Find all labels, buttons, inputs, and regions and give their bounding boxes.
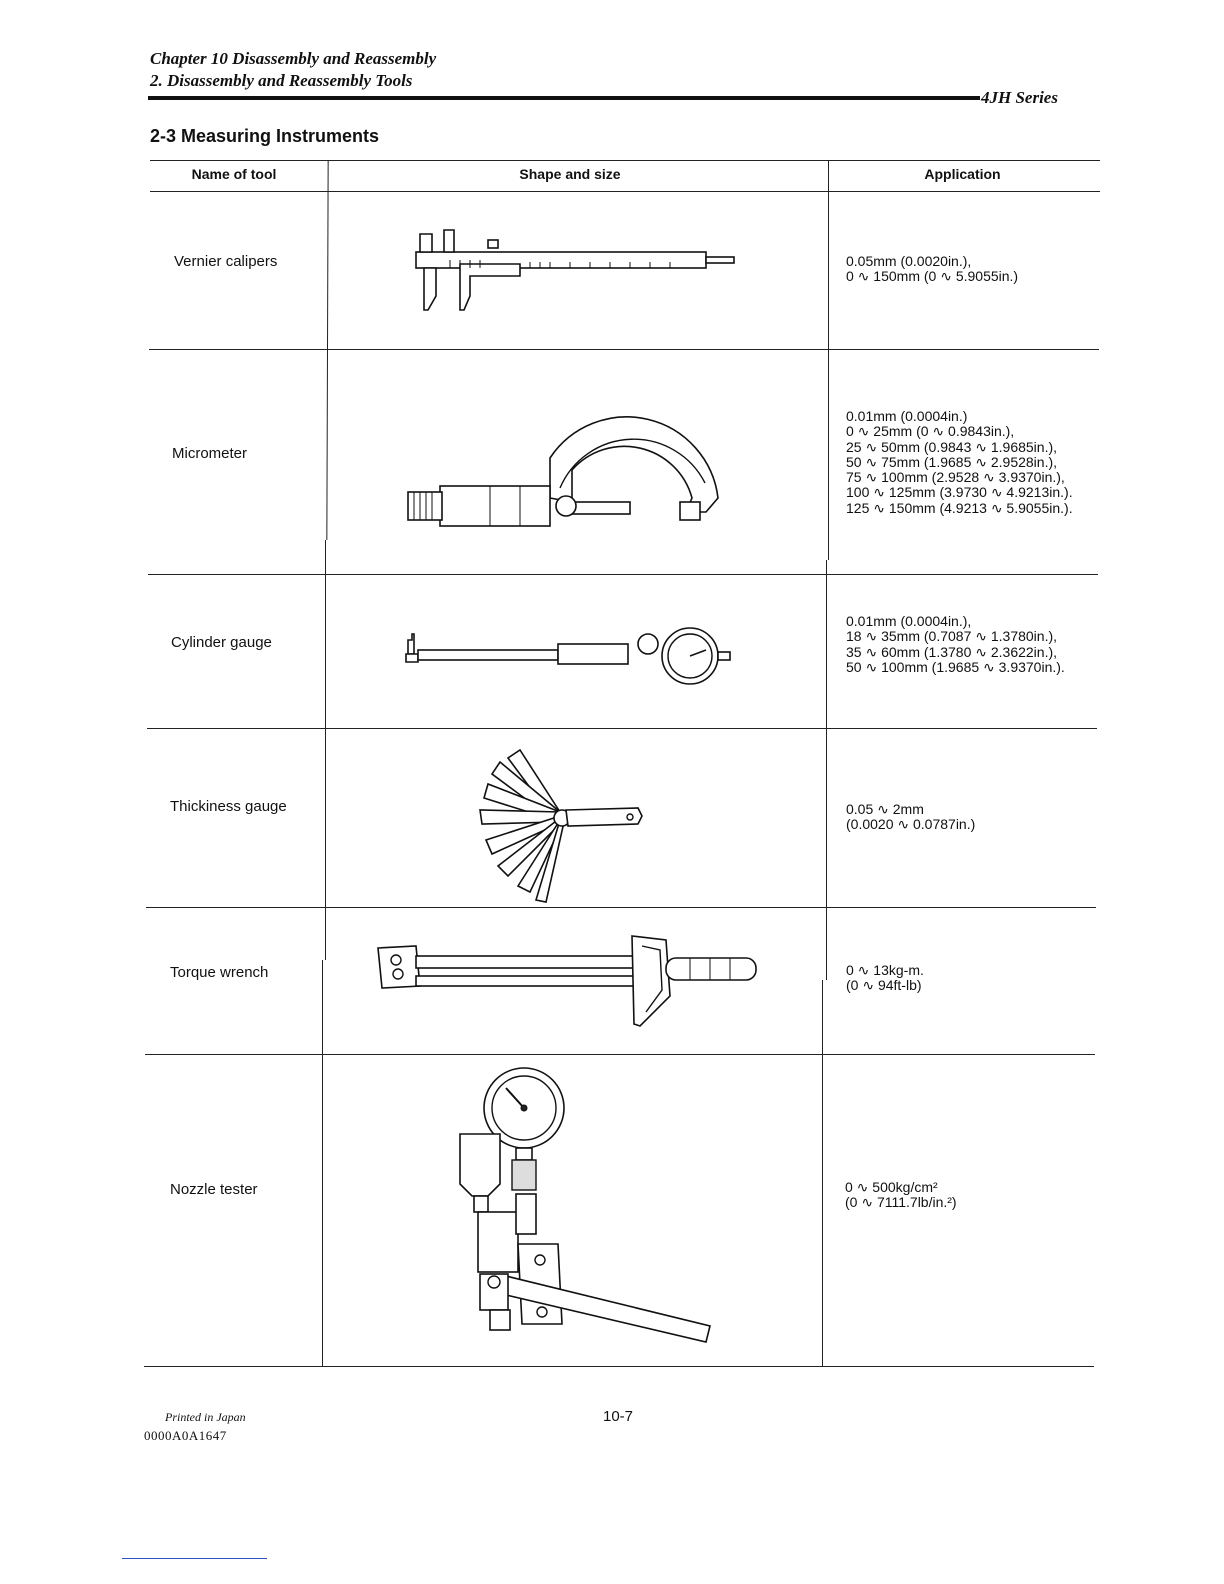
header-rule (148, 96, 980, 100)
page-number: 10-7 (603, 1408, 634, 1425)
running-header (150, 48, 436, 92)
scan-edge-line (122, 1558, 267, 1559)
row-divider (145, 1054, 1095, 1055)
torque-wrench-icon (370, 926, 770, 1036)
row-divider (148, 574, 1098, 575)
tool-name: Nozzle tester (170, 1181, 258, 1198)
row-divider (146, 907, 1096, 908)
column-header-name: Name of tool (191, 166, 277, 182)
series-label: 4JH Series (981, 88, 1058, 107)
table-top-border (150, 160, 1100, 161)
tool-name: Torque wrench (170, 964, 269, 981)
tool-application: 0.05mm (0.0020in.), 0 ∿ 150mm (0 ∿ 5.9055in.) (846, 253, 1019, 285)
tool-application: 0.01mm (0.0004in.) 0 ∿ 25mm (0 ∿ 0.9843in.), 25 ∿ 50mm (0.9843 ∿ 1.9685in.), 50 ∿ 75mm (1.9685 ∿ 2.9528in.), 75 ∿ 100mm (2.9528 ∿ 3.9370in.), 100 ∿ 125mm (3.9730 ∿ 4.9213in.). 125 ∿ 150mm (4.9213 ∿ 5.9055in.). (846, 408, 1073, 516)
tool-name: Vernier calipers (174, 253, 278, 270)
tool-application: 0.01mm (0.0004in.), 18 ∿ 35mm (0.7087 ∿ 1.3780in.), 35 ∿ 60mm (1.3780 ∿ 2.3622in.), 50 ∿ 100mm (1.9685 ∿ 3.9370in.). (846, 613, 1065, 675)
tool-name: Thickiness gauge (170, 798, 287, 815)
table-bottom-border (144, 1366, 1094, 1367)
thickness-gauge-icon (485, 746, 655, 886)
chapter-title: Chapter 10 Disassembly and Reassembly (150, 49, 437, 68)
column-divider (822, 980, 823, 1366)
tool-name: Micrometer (172, 445, 248, 462)
micrometer-icon (400, 378, 730, 538)
tool-application: 0 ∿ 500kg/cm² (0 ∿ 7111.7lb/in.²) (845, 1179, 957, 1211)
column-divider (325, 540, 326, 960)
section-heading: 2-3 Measuring Instruments (150, 126, 380, 146)
column-header-shape: Shape and size (519, 166, 621, 182)
document-code: 0000A0A1647 (144, 1428, 227, 1443)
column-divider (828, 160, 829, 560)
column-header-application: Application (924, 166, 1001, 182)
vernier-calipers-icon (410, 226, 740, 316)
column-divider (322, 960, 323, 1366)
row-divider (149, 349, 1099, 350)
column-divider (826, 560, 827, 980)
tool-name: Cylinder gauge (171, 634, 272, 651)
nozzle-tester-icon (440, 1064, 730, 1354)
cylinder-gauge-icon (400, 614, 740, 694)
tool-application: 0 ∿ 13kg-m. (0 ∿ 94ft-lb) (846, 962, 924, 994)
printed-in-label: Printed in Japan (165, 1410, 246, 1424)
section-subtitle: 2. Disassembly and Reassembly Tools (150, 71, 413, 90)
table-header-border (150, 191, 1100, 192)
tool-application: 0.05 ∿ 2mm (0.0020 ∿ 0.0787in.) (846, 801, 976, 833)
row-divider (147, 728, 1097, 729)
column-divider (326, 160, 328, 540)
